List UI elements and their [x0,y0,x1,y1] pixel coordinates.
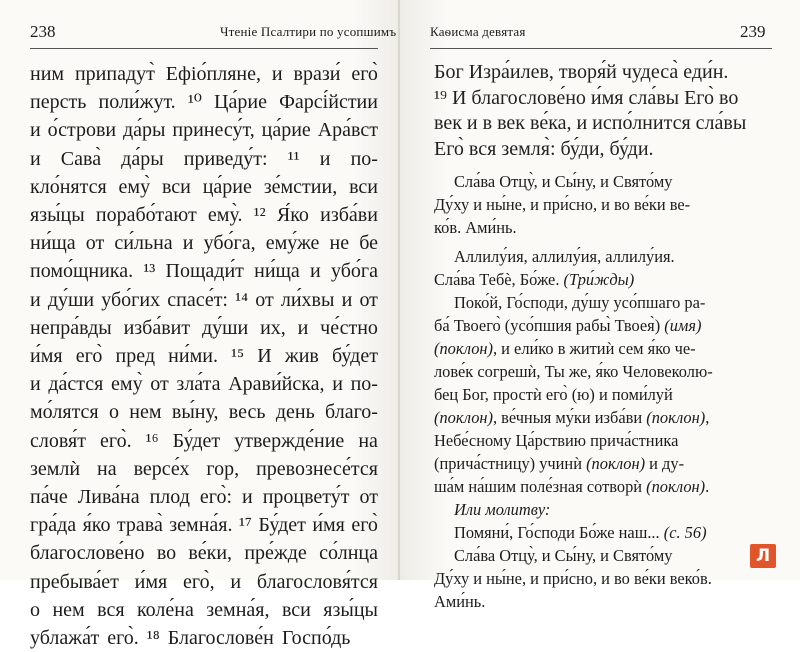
text-line: пребыва́ет и́мя его̀, и благословя́тся [30,570,378,593]
right-body-text [434,60,770,613]
prayer-line: бец Бог, простѝ его̀ (ю) и поми́луй [434,385,673,404]
prayer-text: , [705,408,710,427]
header-rule-left [30,48,378,49]
text-line: и о́строви да́ры принесу́т, ца́рие Ара́вст [30,119,378,142]
prayer-text: , ве́чныя му́ки изба́ви [492,408,643,427]
left-body-text [30,60,378,652]
text-line: и да́стся ему̀ от зла́та Арави́йска, и по- [30,373,378,396]
glory-line: Ду́ху и ны́не, и при́сно, и во ве́ки ве- [434,195,691,214]
prayer-line: Небе́сному Ца́рствию прича́стника [434,431,679,450]
glory-line: Ду́ху и ны́не, и при́сно, и во ве́ки веко́в. [434,569,712,588]
text-line: мо́лятся о нем вы́ну, весь день благо- [30,401,378,424]
prayer-text: . [705,477,710,496]
prayer-line [434,406,770,429]
publisher-logo: Л [750,544,776,568]
or-prayer-rubric: Или молитву: [454,500,551,519]
header-rule-right [430,48,772,49]
glory-line: ко́в. Ами́нь. [434,218,517,237]
prayer-text: ша́м на́шим поле́зная сотворѝ [434,477,643,496]
prayer-line: лове́к согрешѝ, Ты же, я́ко Человеколю- [434,362,713,381]
text-line: благослове́но во ве́ки, пре́жде со́лнца [30,542,378,565]
remember-line [434,521,770,544]
psalm-line: ¹⁹ И благослове́но и́мя сла́вы Его̀ во [434,86,739,109]
left-page [0,0,400,650]
page-reference: (с. 56) [663,523,707,542]
prayer-text: , и ели́ко в житиѝ сем я́ко че- [492,339,696,358]
bow-rubric: (поклон) [434,339,493,358]
prayer-text: (прича́стницу) учинѝ [434,454,582,473]
text-line: ублажа́т его̀. ¹⁸ Благослове́н Госпо́дь [30,627,351,650]
text-line: словя́т его̀. ¹⁶ Бу́дет утвержде́ние на [30,429,378,452]
text-line: землѝ на версе́х гор, превознесе́тся [30,457,378,480]
text-line: и́мя его̀ пред ни́ми. ¹⁵ И жив бу́дет [30,345,378,368]
thrice-rubric: (Три́жды) [563,270,635,289]
text-line: язы́цы порабо́тают ему̀. ¹² Я́ко изба́ви [30,204,378,227]
text-line: ним припадут̀ Ефіо́пляне, и врази́ его̀ [30,63,378,85]
running-head-right: Каѳисма девятая [430,24,526,39]
bow-rubric: (поклон) [646,408,706,427]
name-rubric: (имя) [664,316,702,335]
glory-line: Сла́ва Отцу̀, и Сы́ну, и Свято́му [454,172,673,191]
psalm-line: век и в век ве́ка, и испо́лнится сла́вы [434,112,747,134]
psalm-line: Его̀ вся земля̀: бу́ди, бу́ди. [434,137,654,160]
text-line: кло́нятся ему̀ вси ца́рие зе́мстии, вси [30,175,378,198]
text-line: па́че Лива́на плод его̀: и процвету́т от [30,486,378,509]
page-number-left: 238 [30,22,56,41]
prayer-line [434,452,770,475]
bow-rubric: (поклон) [586,454,646,473]
text-line: о нем вся коле́на земна́я, вси язы́цы [30,598,378,621]
alleluia-line: Аллилу́ия, аллилу́ия, аллилу́ия. [454,247,675,266]
glory-line: Ами́нь. [434,592,486,611]
text-line: и ду́ши убо́гих спасе́т: ¹⁴ от ли́хвы и от [30,288,378,311]
text-line: персть поли́жут. ¹⁰ Ца́рие Фарсі́йстии [30,91,378,114]
glory-to-thee-line [434,268,770,291]
remember-text: Помяни́, Го́споди Бо́же наш... [454,523,660,542]
psalm-line: Бог Изра́илев, творя́й чудеса̀ еди́н. [434,61,729,83]
text-line: гра́да я́ко трава̀ земна́я. ¹⁷ Бу́дет и́мя его̀ [30,514,378,537]
prayer-text: ба́ Твоего̀ (усо́пшия рабы̀ Твоея̀) [434,316,661,335]
running-head-left: Чтеніе Псалтири по усопшимъ [220,24,397,39]
prayer-text: и ду- [645,454,685,473]
bow-rubric: (поклон) [434,408,493,427]
glory-to-thee: Сла́ва Тебѐ, Бо́же. [434,270,560,289]
prayer-line: Поко́й, Го́споди, ду́шу усо́пшаго ра- [454,293,706,312]
prayer-line [434,314,770,337]
bow-rubric: (поклон) [646,477,706,496]
prayer-line [434,475,770,498]
text-line: непра́вды изба́вит ду́ши их, и че́стно [30,316,378,339]
prayer-line [434,337,770,360]
text-line: и Сава̀ да́ры приведу́т: ¹¹ и по- [30,147,378,170]
page-number-right: 239 [740,22,766,41]
text-line: ни́ща от си́льна и убо́га, ему́же не бе [30,232,378,255]
glory-line: Сла́ва Отцу̀, и Сы́ну, и Свято́му [454,546,673,565]
text-line: помо́щника. ¹³ Пощади́т ни́ща и убо́га [30,260,378,283]
